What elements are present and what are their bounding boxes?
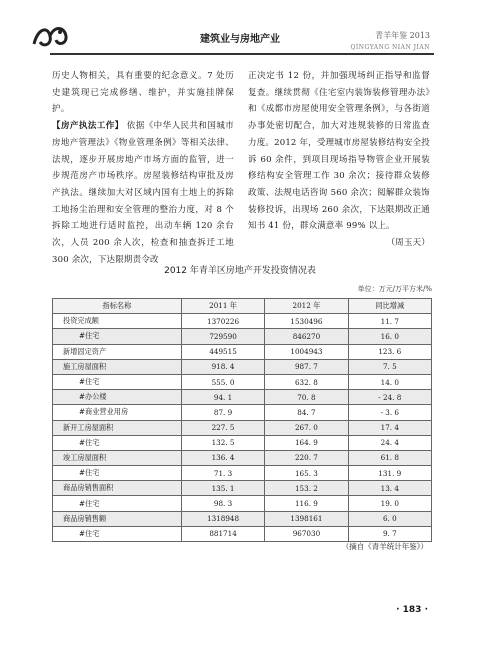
- investment-table: [52, 298, 432, 542]
- cell-name: 竣工房屋面积: [53, 450, 182, 465]
- cell-y2012: 846270: [265, 329, 348, 344]
- cell-change: 6. 0: [348, 511, 431, 526]
- cell-change: 131. 9: [348, 466, 431, 481]
- cell-change: 16. 0: [348, 329, 431, 344]
- cell-y2012: 165. 3: [265, 466, 348, 481]
- author: （周玉天）: [386, 238, 430, 249]
- cell-name: 商品房销售面积: [53, 481, 182, 496]
- table-unit: 单位：万元/万平方米/%: [357, 285, 432, 293]
- table-row: [53, 526, 432, 541]
- cell-change: 17. 4: [348, 420, 431, 435]
- column-header: 同比增减: [348, 299, 431, 314]
- cell-y2011: 98. 3: [181, 496, 264, 511]
- left-text-column: [52, 68, 234, 268]
- cell-y2011: 227. 5: [181, 420, 264, 435]
- cell-y2011: 1370226: [181, 314, 264, 329]
- cell-y2011: 881714: [181, 526, 264, 541]
- cell-change: 11. 7: [348, 314, 431, 329]
- cell-change: 7. 5: [348, 359, 431, 374]
- cell-change: 123. 6: [348, 344, 431, 359]
- cell-name: #住宅: [53, 526, 182, 541]
- cell-y2012: 1530496: [265, 314, 348, 329]
- cell-change: 61. 8: [348, 450, 431, 465]
- table-row: [53, 405, 432, 420]
- cell-name: #商业营业用房: [53, 405, 182, 420]
- cell-y2011: 87. 9: [181, 405, 264, 420]
- cell-y2012: 987. 7: [265, 359, 348, 374]
- cell-y2011: 729590: [181, 329, 264, 344]
- table-row: [53, 420, 432, 435]
- table-row: [53, 390, 432, 405]
- table-row: [53, 359, 432, 374]
- table-row: [53, 374, 432, 389]
- cell-y2012: 70. 8: [265, 390, 348, 405]
- table-row: [53, 466, 432, 481]
- cell-name: 商品房销售额: [53, 511, 182, 526]
- table-row: [53, 481, 432, 496]
- page-number: · 183 ·: [396, 605, 428, 615]
- cell-change: 19. 0: [348, 496, 431, 511]
- table-row: [53, 314, 432, 329]
- cell-y2012: 1398161: [265, 511, 348, 526]
- cell-y2011: 449515: [181, 344, 264, 359]
- source-note: （摘自《青羊统计年鉴》）: [341, 542, 428, 551]
- cell-name: #办公楼: [53, 390, 182, 405]
- cell-y2012: 164. 9: [265, 435, 348, 450]
- table-title: 2012 年青羊区房地产开发投资情况表: [164, 266, 316, 276]
- cell-name: #住宅: [53, 466, 182, 481]
- table-row: [53, 344, 432, 359]
- cell-y2012: 632. 8: [265, 374, 348, 389]
- column-header: 2012 年: [265, 299, 348, 314]
- cell-y2012: 967030: [265, 526, 348, 541]
- cell-change: 24. 4: [348, 435, 431, 450]
- right-text-column: [248, 68, 430, 252]
- cell-change: 9. 7: [348, 526, 431, 541]
- cell-y2011: 1318948: [181, 511, 264, 526]
- section-keyword: 【房产执法工作】: [52, 121, 124, 132]
- table-row: [53, 511, 432, 526]
- yearbook-pinyin: QINGYANG NIAN JIAN: [350, 44, 430, 51]
- column-header: 指标名称: [53, 299, 182, 314]
- cell-y2011: 71. 3: [181, 466, 264, 481]
- page-header: [0, 0, 480, 58]
- yearbook-label: 青羊年鉴 2013: [375, 31, 430, 40]
- paragraph: 历史人物相关，具有重要的纪念意义。7 处历史建筑现已完成修缮、维护，并实施挂牌保护。: [52, 71, 234, 115]
- cell-change: - 24. 8: [348, 390, 431, 405]
- table-row: [53, 496, 432, 511]
- cell-y2011: 135. 1: [181, 481, 264, 496]
- cell-name: 投资完成额: [53, 314, 182, 329]
- cell-name: 新增固定资产: [53, 344, 182, 359]
- cell-y2012: 116. 9: [265, 496, 348, 511]
- cell-y2012: 84. 7: [265, 405, 348, 420]
- cell-y2012: 220. 7: [265, 450, 348, 465]
- table-row: [53, 435, 432, 450]
- cell-name: #住宅: [53, 435, 182, 450]
- paragraph-body: 依据《中华人民共和国城市房地产管理法》《物业管理条例》等相关法律、法规，逐步开展房地产市场方面的监管，进一步规范房产市场秩序。房屋装修结构审批及房产执法。继续加大对区域内国有土地上的拆除工地扬尘治理和安全管理的整治力度，对 8 个拆除工地进行适时监控，出动车辆 120 余台次，人员 200 余人次，检查和抽查拆迁工地 300 余次，下达限期责令改: [52, 121, 234, 265]
- cell-y2012: 153. 2: [265, 481, 348, 496]
- table-header-row: [53, 299, 432, 314]
- column-header: 2011 年: [181, 299, 264, 314]
- header-rule: [50, 53, 434, 55]
- table-row: [53, 450, 432, 465]
- cell-name: #住宅: [53, 374, 182, 389]
- cell-y2011: 555. 0: [181, 374, 264, 389]
- table-row: [53, 329, 432, 344]
- cell-change: 13. 4: [348, 481, 431, 496]
- cell-y2012: 267. 0: [265, 420, 348, 435]
- cell-change: - 3. 6: [348, 405, 431, 420]
- cell-name: 施工房屋面积: [53, 359, 182, 374]
- cell-y2011: 94. 1: [181, 390, 264, 405]
- paragraph: [52, 118, 234, 268]
- paragraph: 正决定书 12 份，并加强现场纠正指导和监督复查。继续贯彻《住宅室内装饰装修管理办法》和《成都市房屋使用安全管理条例》，与各街道办事处密切配合，加大对违规装修的日常监查力度。2012 年，受理城市房屋装修结构安全投诉 60 余件，到项目现场指导物管企业开展装修结构安全管理工作 30 余次；接待群众装修政策、法规电话咨询 560 余次；阅解群众装饰装修投诉，出现场 260 余次，下达限期改正通知书 41 份，群众满意率 99% 以上。: [248, 71, 430, 232]
- cell-y2012: 1004943: [265, 344, 348, 359]
- cell-name: #住宅: [53, 329, 182, 344]
- cell-name: #住宅: [53, 496, 182, 511]
- cell-name: 新开工房屋面积: [53, 420, 182, 435]
- cell-change: 14. 0: [348, 374, 431, 389]
- cell-y2011: 918. 4: [181, 359, 264, 374]
- cell-y2011: 132. 5: [181, 435, 264, 450]
- section-title: 建筑业与房地产业: [200, 34, 280, 45]
- cell-y2011: 136. 4: [181, 450, 264, 465]
